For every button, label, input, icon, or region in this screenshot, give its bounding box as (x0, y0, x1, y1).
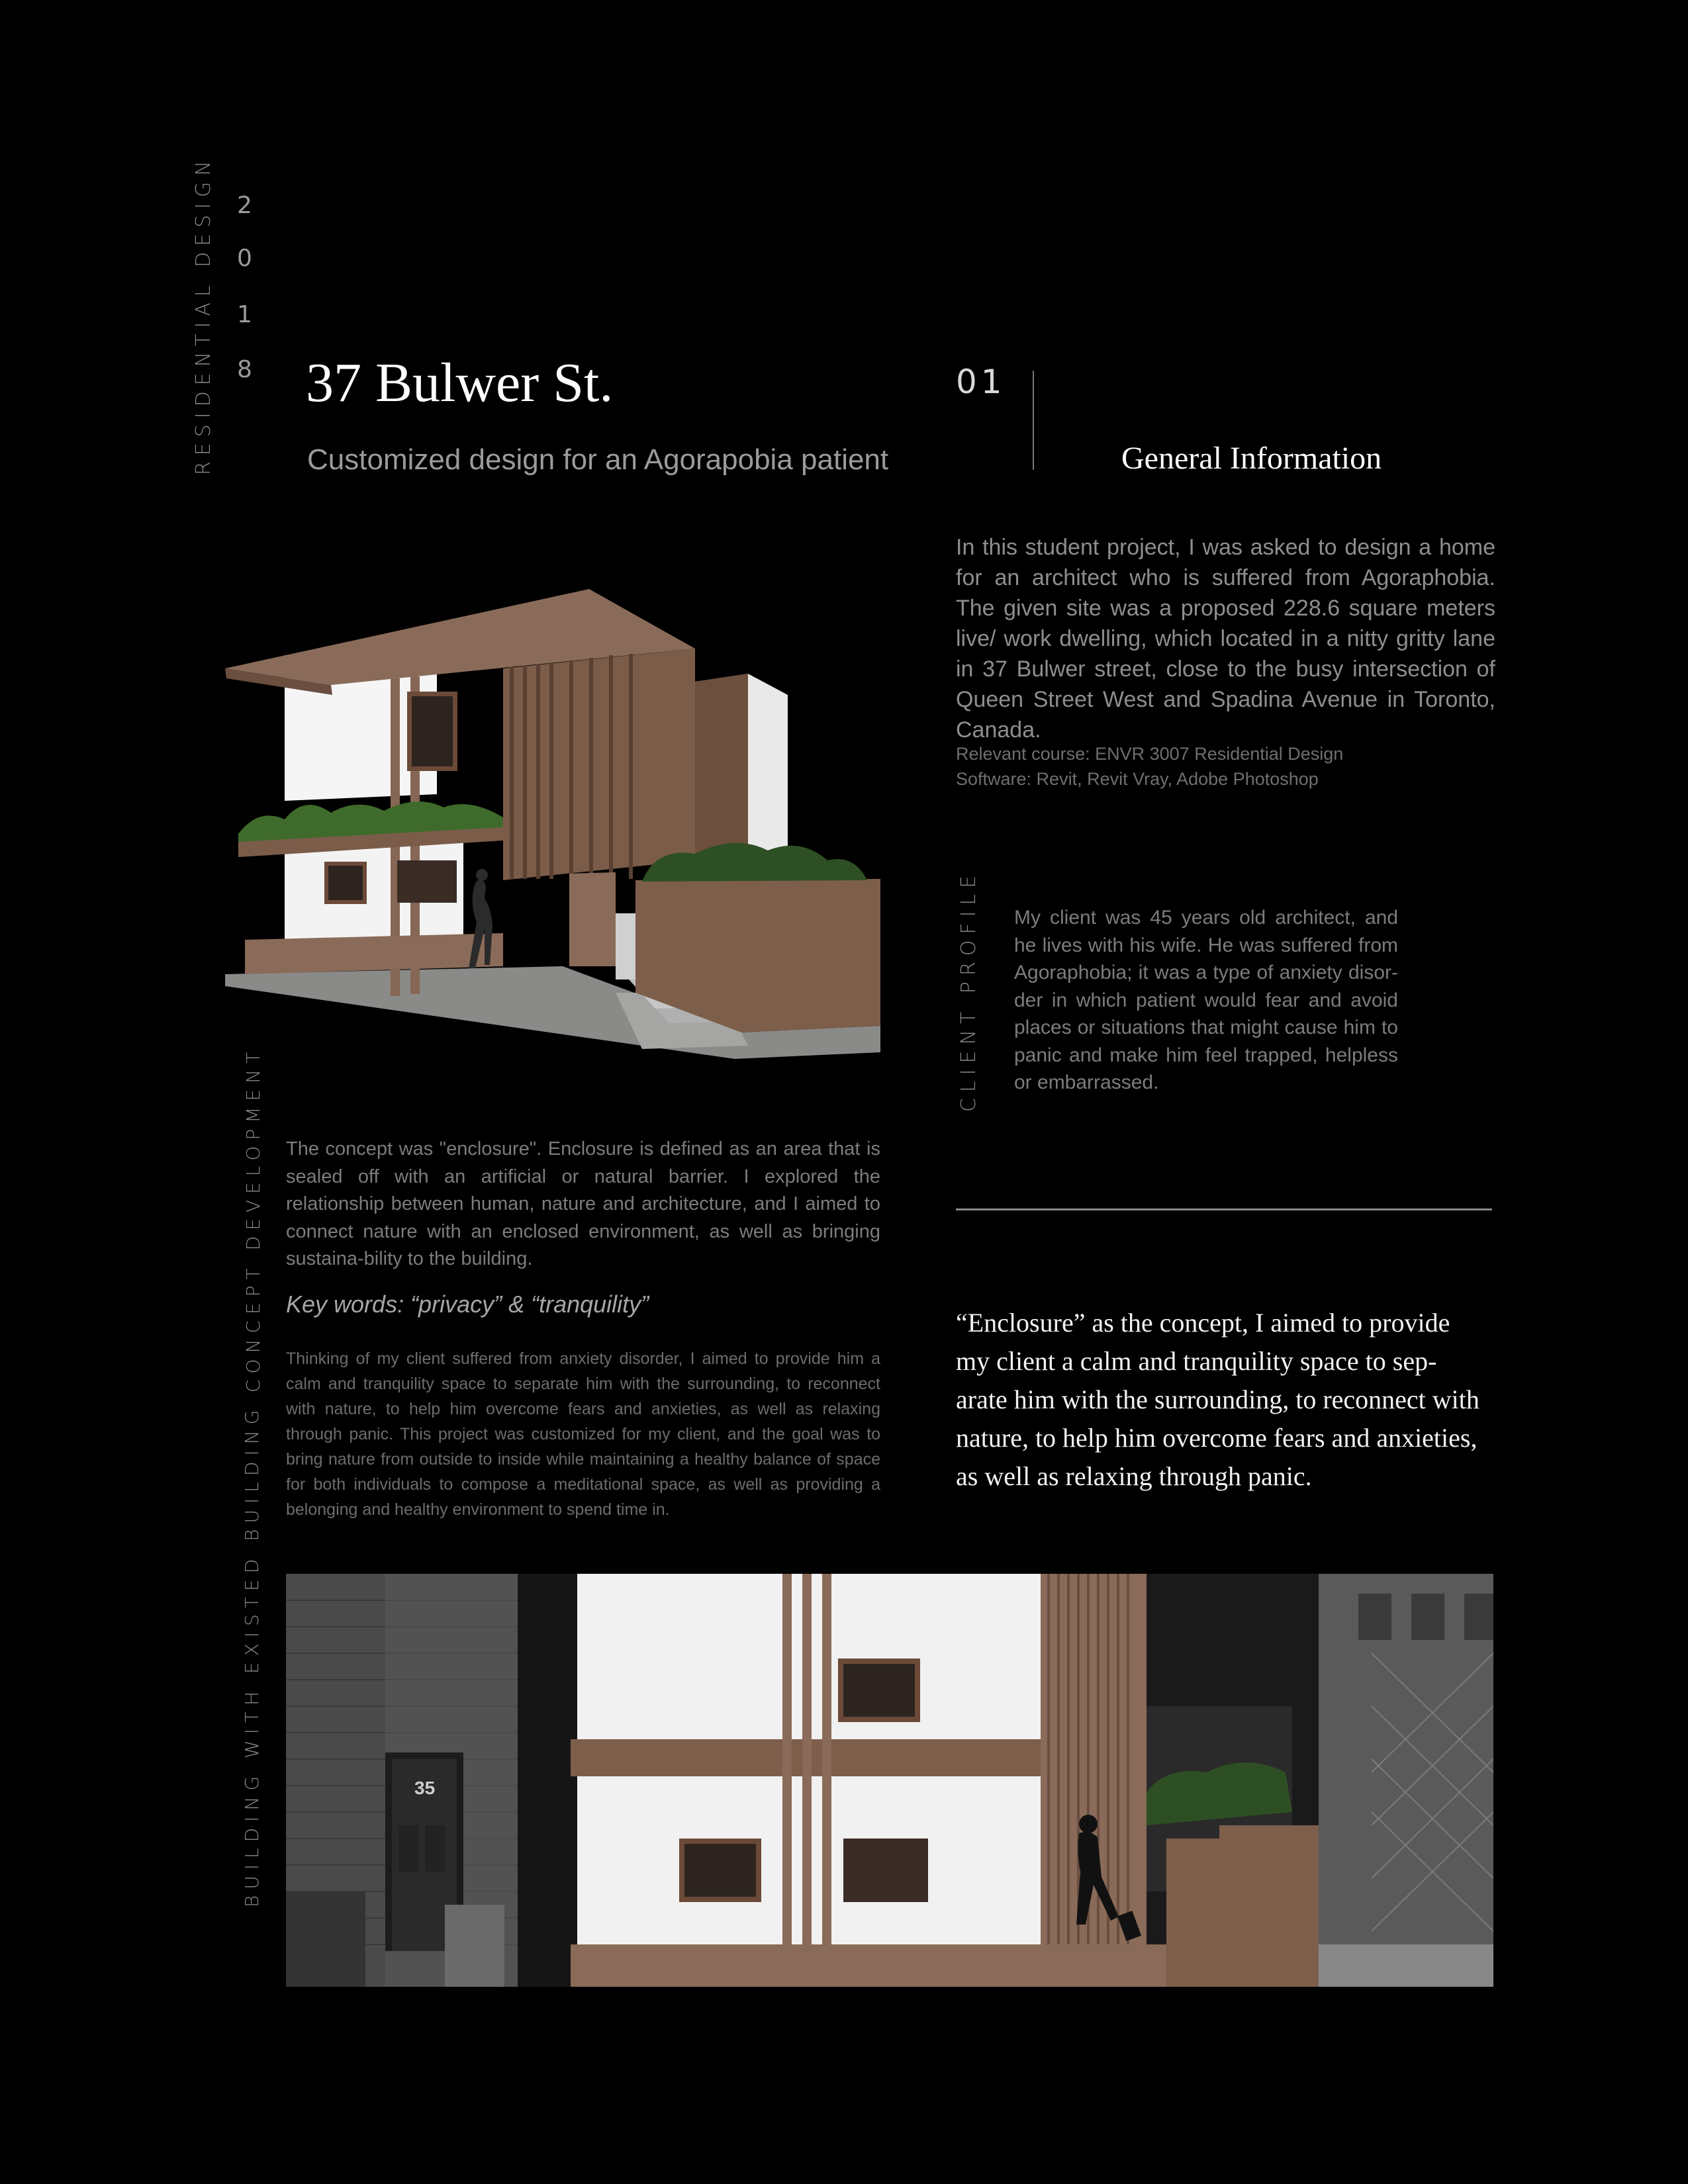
door-number: 35 (414, 1778, 436, 1798)
section-divider (1033, 371, 1034, 470)
section-number: 01 (956, 363, 1006, 401)
concept-paragraph: The concept was "enclosure". Enclosure is defined as an area that is sealed off with an artificial or natural barrier. I explored the relationship between human, nature and architecture, and I aimed to connect nature with an enclosed environment, as well as bringing sustaina-bility to the building. (286, 1138, 880, 1269)
concept-quote: “Enclosure” as the concept, I aimed to provide my client a calm and tranquility space to sep-arate him with the surrounding, to reconnect with nature, to help him overcome fears and anxieties, as well as relaxing through panic. (956, 1308, 1479, 1491)
year-digit-8: 8 (237, 356, 252, 383)
client-profile-label: CLIENT PROFILE (957, 869, 980, 1112)
house-rendering (218, 569, 894, 1059)
residential-design-label: RESIDENTIAL DESIGN (192, 155, 215, 475)
building-existed-label: BUILDING WITH EXISTED BUILDING (241, 1404, 263, 1907)
page-title: 37 Bulwer St. (306, 352, 614, 414)
concept-paragraph-2: Thinking of my client suffered from anxiety disorder, I aimed to provide him a calm and tranquility space to separate him with the surrounding, to reconnect with nature, to help him overcome fears and anxieties, as well as relaxing through panic. This project was customized for my client, and the goal was to bring nature from outside to inside while maintaining a healthy balance of space for both individuals to compose a meditational space, as well as providing a belonging and healthy environment to spend time in. (286, 1349, 880, 1519)
year-digit-1: 1 (237, 301, 252, 328)
general-info-paragraph: In this student project, I was asked to design a home for an architect who is suffered from Agoraphobia. The given site was a proposed 228.6 square meters live/ work dwelling, which located in a nitty gritty lane in 37 Bulwer street, close to the busy intersection of Queen Street West and Spadina Avenue in Toronto, Canada. (956, 535, 1495, 743)
course-info: Relevant course: ENVR 3007 Residential Design (956, 744, 1344, 764)
year-digit-2: 2 (237, 192, 252, 219)
year-digit-0: 0 (237, 245, 252, 272)
concept-development-label: CONCEPT DEVELOPMENT (242, 1046, 264, 1392)
street-elevation-rendering (286, 1574, 1493, 1987)
page-subtitle: Customized design for an Agorapobia patient (307, 443, 889, 476)
client-profile-paragraph: My client was 45 years old architect, and he lives with his wife. He was suffered from Agoraphobia; it was a type of anxiety disor-der in which patient would fear and avoid places or situations that might cause him to panic and make him feel trapped, helpless or embarrassed. (1014, 907, 1398, 1093)
software-info: Software: Revit, Revit Vray, Adobe Photoshop (956, 769, 1319, 789)
section-title: General Information (1121, 441, 1382, 476)
horizontal-divider (956, 1208, 1492, 1210)
keywords: Key words: “privacy” & “tranquility” (286, 1291, 649, 1318)
